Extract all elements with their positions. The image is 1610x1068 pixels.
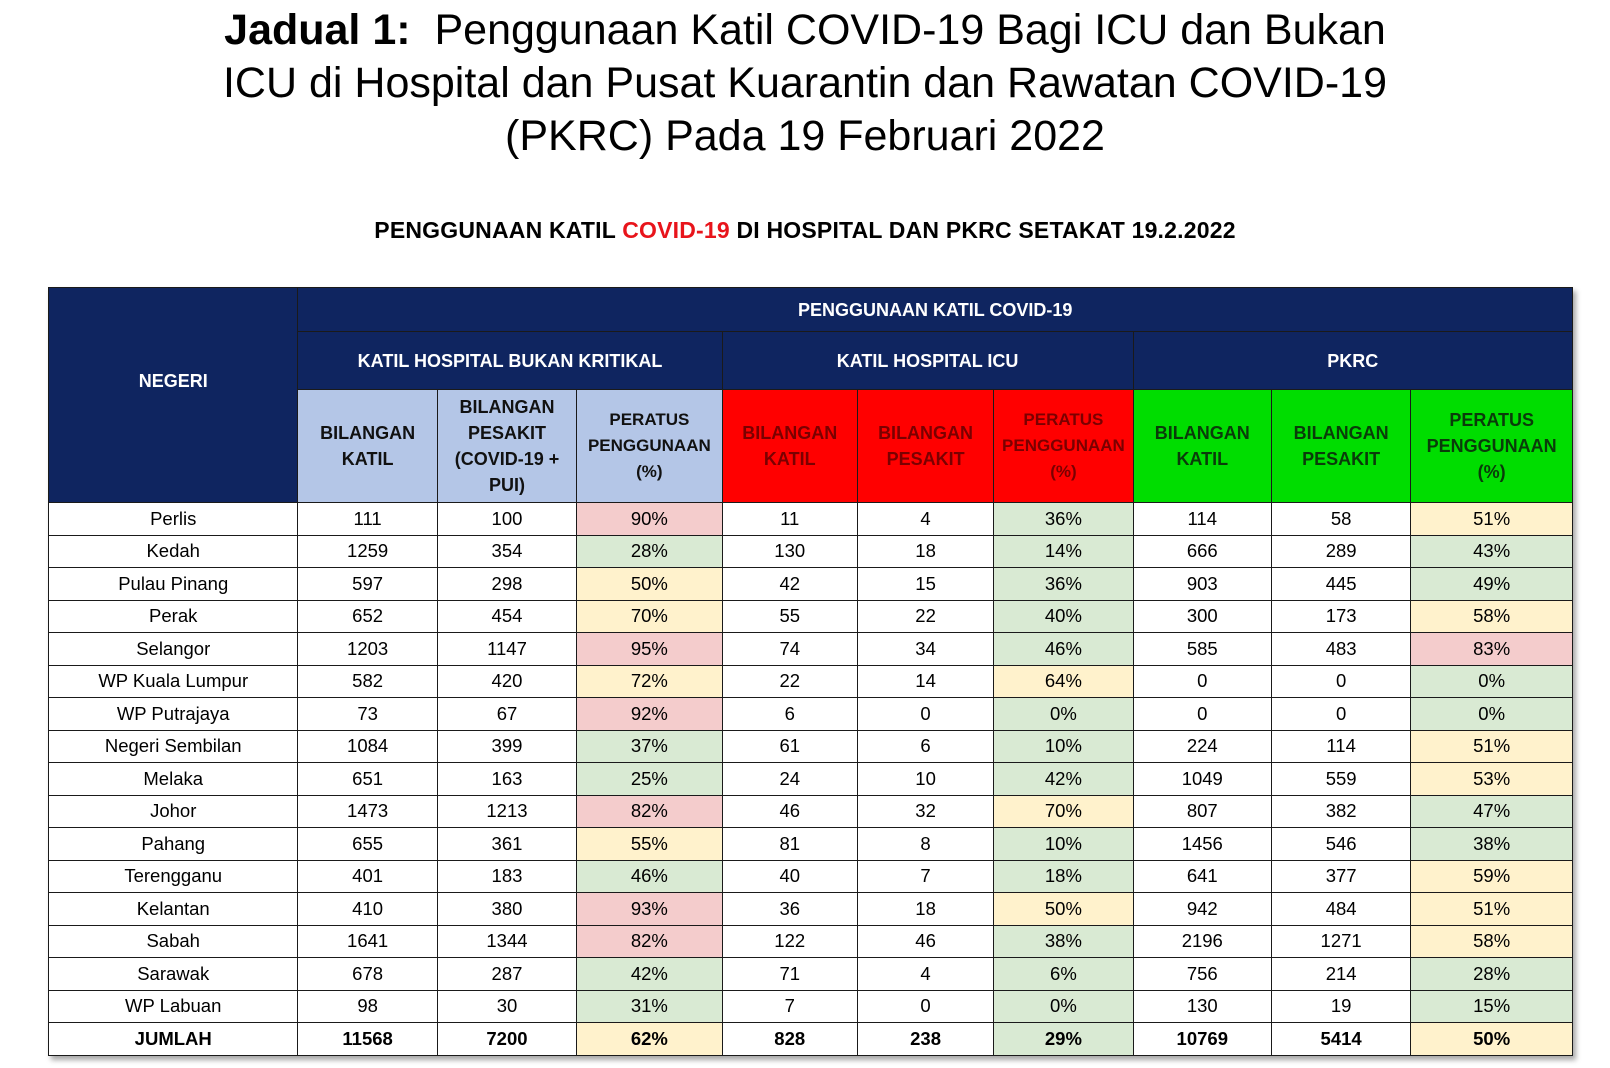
cell-negeri: Perlis [49,503,298,536]
cell-g: 114 [1133,503,1271,536]
cell-negeri: Melaka [49,763,298,796]
table-row [49,535,1573,568]
cell-i: 59% [1411,860,1573,893]
cell-d: 11 [722,503,857,536]
cell-d: 46 [722,795,857,828]
cell-g: 942 [1133,893,1271,926]
cell-h: 173 [1271,600,1410,633]
cell-h: 382 [1271,795,1410,828]
table-row [49,958,1573,991]
cell-b: 298 [437,568,576,601]
table-row [49,600,1573,633]
cell-i: 43% [1411,535,1573,568]
heading-highlight: COVID-19 [622,217,730,243]
cell-f: 40% [994,600,1133,633]
cell-c: 82% [577,795,722,828]
cell-i: 51% [1411,503,1573,536]
table-row [49,893,1573,926]
cell-h: 0 [1271,698,1410,731]
cell-i: 0% [1411,665,1573,698]
sub-header-bilangan-pesakit-pui: BILANGAN PESAKIT (COVID-19 + PUI) [437,390,576,503]
cell-f: 29% [994,1023,1133,1056]
table-row [49,568,1573,601]
cell-d: 61 [722,730,857,763]
sub-header-bilangan-katil: BILANGAN KATIL [1133,390,1271,503]
cell-c: 70% [577,600,722,633]
cell-c: 28% [577,535,722,568]
document-title [0,4,1610,163]
sub-header-peratus: PERATUS PENGGUNAAN (%) [1411,390,1573,503]
cell-d: 122 [722,925,857,958]
cell-b: 454 [437,600,576,633]
cell-h: 559 [1271,763,1410,796]
cell-i: 58% [1411,925,1573,958]
cell-d: 22 [722,665,857,698]
cell-f: 42% [994,763,1133,796]
cell-b: 7200 [437,1023,576,1056]
cell-b: 67 [437,698,576,731]
cell-e: 15 [857,568,993,601]
cell-g: 666 [1133,535,1271,568]
sub-header-bilangan-katil: BILANGAN KATIL [298,390,437,503]
cell-negeri: WP Labuan [49,990,298,1023]
cell-f: 18% [994,860,1133,893]
cell-c: 72% [577,665,722,698]
cell-b: 420 [437,665,576,698]
cell-f: 64% [994,665,1133,698]
cell-a: 111 [298,503,437,536]
sub-header-peratus: PERATUS PENGGUNAAN (%) [577,390,722,503]
cell-i: 28% [1411,958,1573,991]
title-line1: Penggunaan Katil COVID-19 Bagi ICU dan Bukan [434,6,1386,54]
cell-i: 83% [1411,633,1573,666]
cell-e: 34 [857,633,993,666]
cell-i: 51% [1411,893,1573,926]
cell-e: 4 [857,503,993,536]
cell-a: 1473 [298,795,437,828]
cell-negeri: WP Kuala Lumpur [49,665,298,698]
cell-c: 42% [577,958,722,991]
cell-d: 40 [722,860,857,893]
cell-g: 300 [1133,600,1271,633]
bed-usage-table-wrapper [48,287,1573,1056]
cell-f: 6% [994,958,1133,991]
cell-e: 7 [857,860,993,893]
cell-h: 5414 [1271,1023,1410,1056]
cell-e: 14 [857,665,993,698]
cell-h: 114 [1271,730,1410,763]
cell-a: 1084 [298,730,437,763]
cell-e: 4 [857,958,993,991]
cell-c: 25% [577,763,722,796]
cell-i: 49% [1411,568,1573,601]
cell-i: 50% [1411,1023,1573,1056]
cell-negeri: Negeri Sembilan [49,730,298,763]
table-row [49,503,1573,536]
cell-a: 597 [298,568,437,601]
cell-i: 51% [1411,730,1573,763]
cell-b: 287 [437,958,576,991]
cell-e: 18 [857,535,993,568]
cell-f: 36% [994,568,1133,601]
cell-e: 46 [857,925,993,958]
cell-f: 50% [994,893,1133,926]
cell-d: 55 [722,600,857,633]
cell-e: 8 [857,828,993,861]
col-header-negeri: NEGERI [49,288,298,503]
cell-i: 53% [1411,763,1573,796]
table-row [49,828,1573,861]
table-row [49,698,1573,731]
cell-negeri: Pulau Pinang [49,568,298,601]
cell-c: 93% [577,893,722,926]
cell-negeri: Selangor [49,633,298,666]
cell-c: 37% [577,730,722,763]
cell-negeri: JUMLAH [49,1023,298,1056]
heading-before: PENGGUNAAN KATIL [374,217,616,243]
cell-e: 0 [857,990,993,1023]
cell-a: 11568 [298,1023,437,1056]
cell-g: 0 [1133,665,1271,698]
cell-d: 71 [722,958,857,991]
cell-a: 651 [298,763,437,796]
cell-b: 354 [437,535,576,568]
cell-h: 289 [1271,535,1410,568]
cell-a: 1203 [298,633,437,666]
header-penggunaan-katil: PENGGUNAAN KATIL COVID-19 [298,288,1573,332]
cell-h: 445 [1271,568,1410,601]
cell-f: 38% [994,925,1133,958]
cell-d: 74 [722,633,857,666]
table-heading [0,217,1470,244]
total-row [49,1023,1573,1056]
cell-c: 95% [577,633,722,666]
cell-a: 401 [298,860,437,893]
cell-f: 10% [994,828,1133,861]
cell-c: 50% [577,568,722,601]
cell-a: 652 [298,600,437,633]
cell-b: 380 [437,893,576,926]
cell-f: 36% [994,503,1133,536]
cell-b: 100 [437,503,576,536]
cell-a: 678 [298,958,437,991]
cell-f: 0% [994,990,1133,1023]
cell-b: 163 [437,763,576,796]
sub-header-bilangan-pesakit: BILANGAN PESAKIT [857,390,993,503]
cell-c: 92% [577,698,722,731]
cell-b: 30 [437,990,576,1023]
cell-c: 62% [577,1023,722,1056]
cell-b: 1344 [437,925,576,958]
cell-h: 484 [1271,893,1410,926]
cell-g: 0 [1133,698,1271,731]
table-row [49,633,1573,666]
cell-e: 32 [857,795,993,828]
cell-negeri: Kelantan [49,893,298,926]
cell-negeri: Pahang [49,828,298,861]
cell-f: 46% [994,633,1133,666]
cell-f: 0% [994,698,1133,731]
cell-g: 585 [1133,633,1271,666]
cell-g: 224 [1133,730,1271,763]
title-line3: (PKRC) Pada 19 Februari 2022 [505,112,1105,160]
bed-usage-table [48,287,1573,1056]
table-row [49,763,1573,796]
cell-a: 1641 [298,925,437,958]
cell-g: 756 [1133,958,1271,991]
cell-c: 90% [577,503,722,536]
cell-d: 6 [722,698,857,731]
cell-f: 14% [994,535,1133,568]
cell-e: 10 [857,763,993,796]
cell-d: 24 [722,763,857,796]
cell-b: 1147 [437,633,576,666]
cell-d: 36 [722,893,857,926]
cell-f: 70% [994,795,1133,828]
cell-g: 130 [1133,990,1271,1023]
table-row [49,795,1573,828]
sub-header-bilangan-katil: BILANGAN KATIL [722,390,857,503]
cell-negeri: Kedah [49,535,298,568]
cell-c: 55% [577,828,722,861]
cell-e: 22 [857,600,993,633]
cell-d: 828 [722,1023,857,1056]
table-row [49,990,1573,1023]
cell-negeri: Sarawak [49,958,298,991]
cell-b: 361 [437,828,576,861]
table-row [49,730,1573,763]
cell-h: 214 [1271,958,1410,991]
cell-negeri: Sabah [49,925,298,958]
cell-b: 1213 [437,795,576,828]
cell-g: 10769 [1133,1023,1271,1056]
cell-negeri: Johor [49,795,298,828]
cell-h: 546 [1271,828,1410,861]
heading-after: DI HOSPITAL DAN PKRC SETAKAT 19.2.2022 [736,217,1236,243]
cell-g: 2196 [1133,925,1271,958]
sub-header-bilangan-pesakit: BILANGAN PESAKIT [1271,390,1410,503]
table-body [49,503,1573,1056]
cell-d: 130 [722,535,857,568]
cell-i: 15% [1411,990,1573,1023]
cell-b: 399 [437,730,576,763]
group-header-pkrc: PKRC [1133,332,1572,390]
cell-h: 58 [1271,503,1410,536]
cell-i: 0% [1411,698,1573,731]
cell-f: 10% [994,730,1133,763]
cell-i: 38% [1411,828,1573,861]
cell-g: 903 [1133,568,1271,601]
title-prefix: Jadual 1: [224,6,411,54]
cell-a: 582 [298,665,437,698]
cell-negeri: Terengganu [49,860,298,893]
cell-h: 483 [1271,633,1410,666]
group-header-icu: KATIL HOSPITAL ICU [722,332,1133,390]
cell-c: 82% [577,925,722,958]
cell-d: 7 [722,990,857,1023]
cell-h: 377 [1271,860,1410,893]
title-line2: ICU di Hospital dan Pusat Kuarantin dan Rawatan COVID-19 [222,59,1387,107]
cell-h: 1271 [1271,925,1410,958]
cell-c: 31% [577,990,722,1023]
cell-h: 0 [1271,665,1410,698]
cell-g: 1456 [1133,828,1271,861]
cell-g: 807 [1133,795,1271,828]
cell-negeri: WP Putrajaya [49,698,298,731]
cell-i: 47% [1411,795,1573,828]
cell-negeri: Perak [49,600,298,633]
cell-g: 641 [1133,860,1271,893]
cell-d: 42 [722,568,857,601]
cell-e: 6 [857,730,993,763]
cell-a: 655 [298,828,437,861]
group-header-bukan-kritikal: KATIL HOSPITAL BUKAN KRITIKAL [298,332,722,390]
cell-a: 73 [298,698,437,731]
cell-i: 58% [1411,600,1573,633]
cell-a: 410 [298,893,437,926]
table-row [49,925,1573,958]
table-row [49,665,1573,698]
table-row [49,860,1573,893]
cell-g: 1049 [1133,763,1271,796]
cell-d: 81 [722,828,857,861]
cell-e: 18 [857,893,993,926]
cell-h: 19 [1271,990,1410,1023]
cell-e: 238 [857,1023,993,1056]
sub-header-peratus: PERATUS PENGGUNAAN (%) [994,390,1133,503]
cell-b: 183 [437,860,576,893]
cell-a: 1259 [298,535,437,568]
cell-a: 98 [298,990,437,1023]
cell-e: 0 [857,698,993,731]
cell-c: 46% [577,860,722,893]
